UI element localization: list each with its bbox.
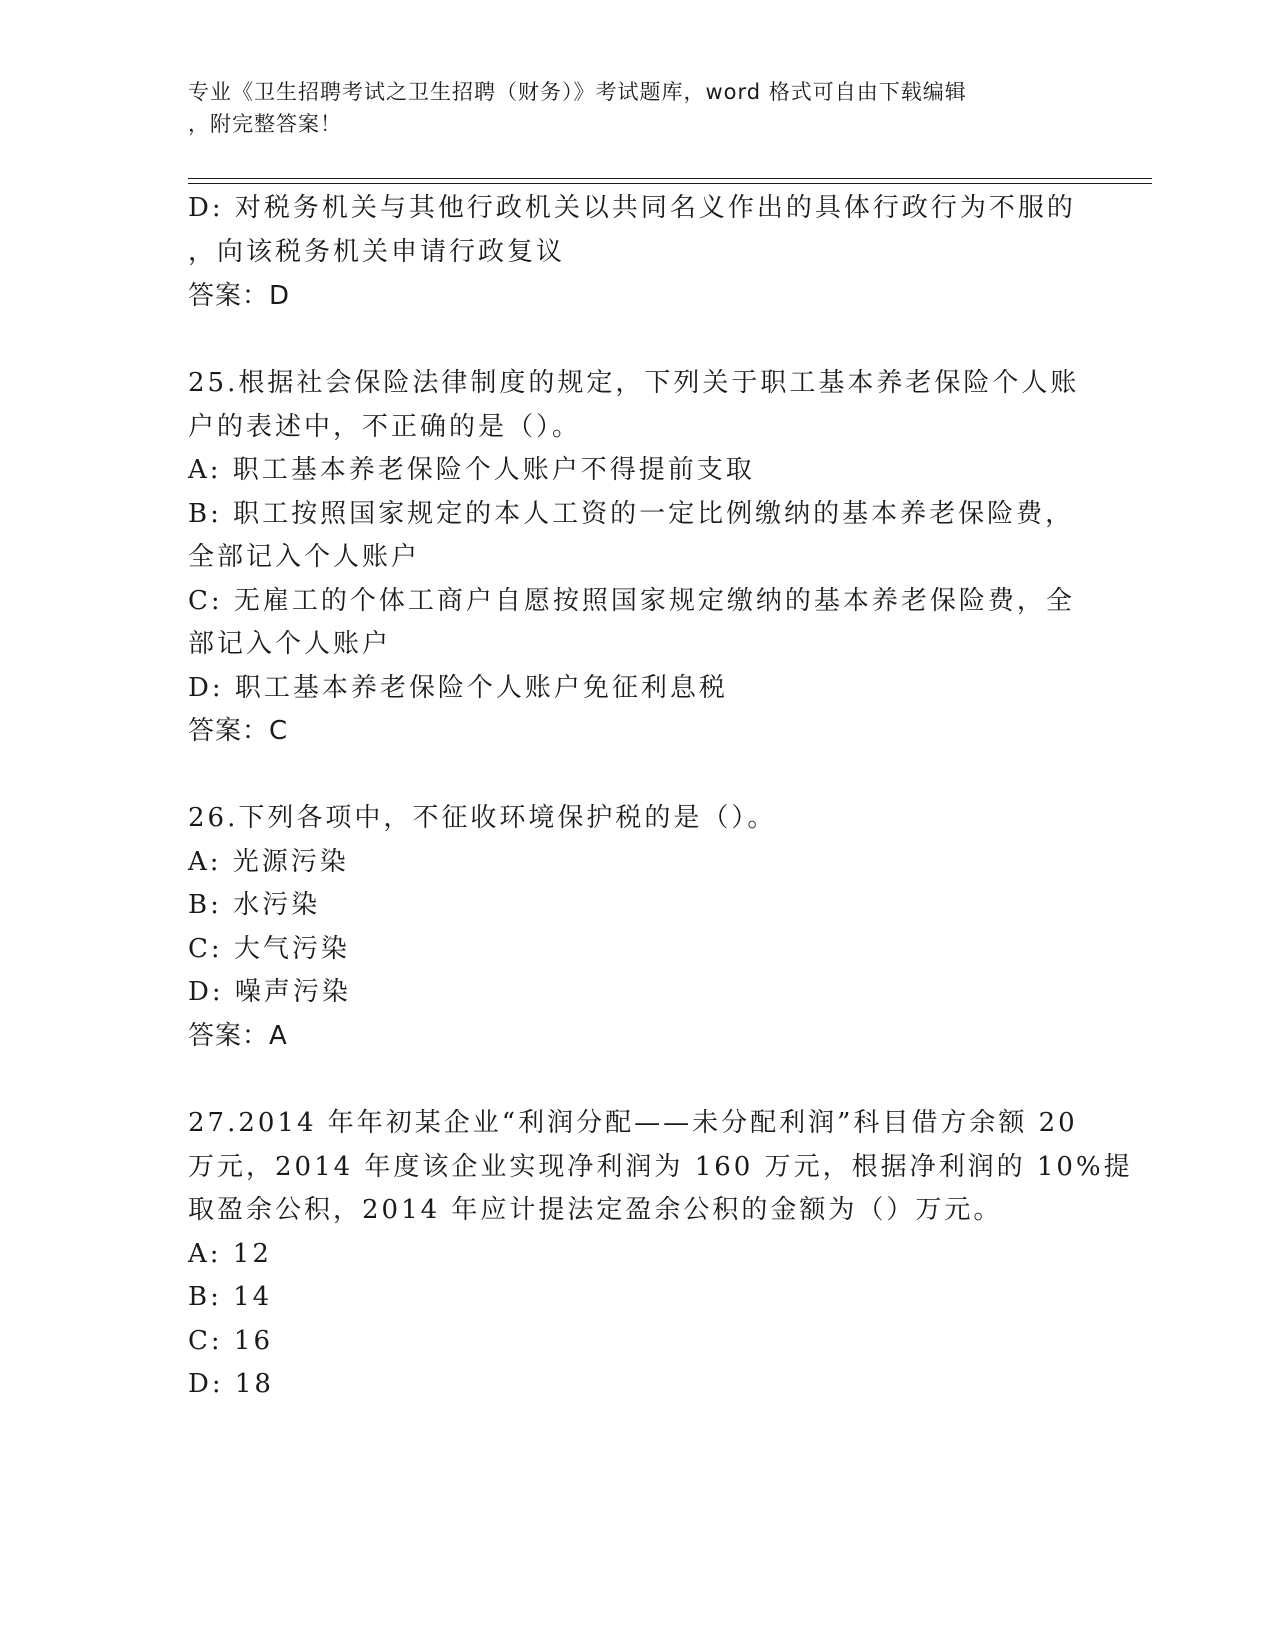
q25-option-c-line-2: 部记入个人账户 [188,629,392,659]
q26-option-d: D: 噪声污染 [188,977,351,1007]
q27-option-a: A: 12 [188,1239,272,1269]
q27-option-b: B: 14 [188,1282,273,1312]
q27-option-c: C: 16 [188,1326,274,1356]
q26-option-b: B: 水污染 [188,890,321,920]
prev-option-d-line-2: ，向该税务机关申请行政复议 [188,237,566,267]
q26-option-c: C: 大气污染 [188,934,350,964]
q25-answer: 答案：C [188,716,289,746]
q25-option-b-line-1: B: 职工按照国家规定的本人工资的一定比例缴纳的基本养老保险费， [188,499,1075,529]
q25-stem-line-1: 25.根据社会保险法律制度的规定，下列关于职工基本养老保险个人账 [188,368,1080,398]
header-line-1: 专业《卫生招聘考试之卫生招聘（财务）》考试题库，word 格式可自由下载编辑 [188,80,967,104]
q27-stem-line-1: 27.2014 年年初某企业“利润分配——未分配利润”科目借方余额 20 [188,1108,1078,1138]
q25-option-c-line-1: C: 无雇工的个体工商户自愿按照国家规定缴纳的基本养老保险费，全 [188,586,1075,616]
header-divider-top [188,178,1152,179]
q25-option-d: D: 职工基本养老保险个人账户免征利息税 [188,673,728,703]
header-line-2: ，附完整答案！ [188,112,342,136]
q26-stem: 26.下列各项中，不征收环境保护税的是（）。 [188,803,777,833]
prev-option-d-line-1: D: 对税务机关与其他行政机关以共同名义作出的具体行政行为不服的 [188,193,1076,223]
q25-option-b-line-2: 全部记入个人账户 [188,542,421,572]
document-header [188,76,1088,140]
q25-stem-line-2: 户的表述中，不正确的是（）。 [188,412,582,442]
q26-option-a: A: 光源污染 [188,847,349,877]
q26-answer: 答案：A [188,1021,288,1051]
q27-stem-line-2: 万元，2014 年度该企业实现净利润为 160 万元，根据净利润的 10%提 [188,1152,1133,1182]
q25-option-a: A: 职工基本养老保险个人账户不得提前支取 [188,455,755,485]
header-divider-bottom [188,183,1152,184]
q27-option-d: D: 18 [188,1369,274,1399]
q27-stem-line-3: 取盈余公积，2014 年应计提法定盈余公积的金额为（）万元。 [188,1195,1003,1225]
prev-answer: 答案：D [188,281,291,311]
